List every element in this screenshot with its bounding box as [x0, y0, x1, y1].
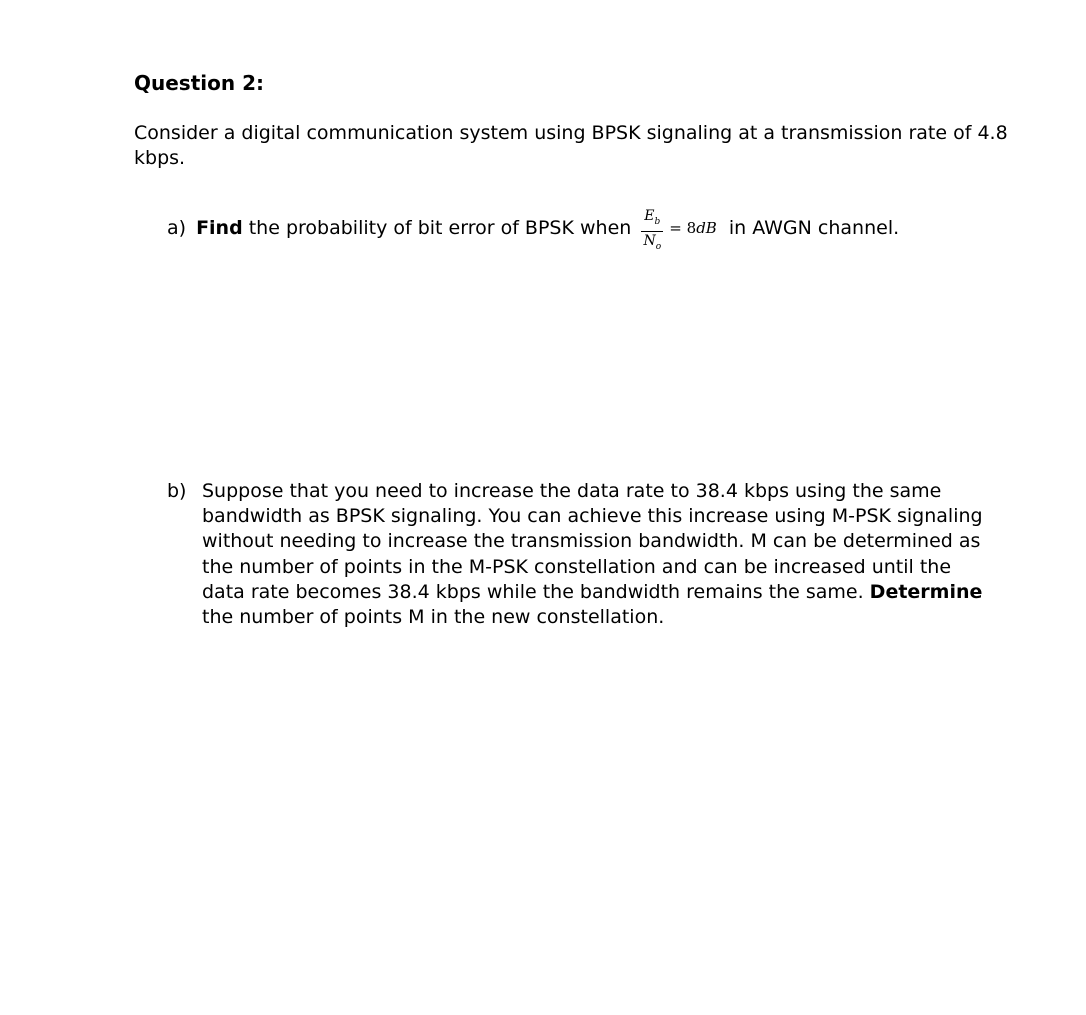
part-a-text: the probability of bit error of BPSK when: [242, 216, 632, 239]
part-a-bold-word: Find: [196, 216, 243, 239]
fraction-denominator: $N_o$: [643, 232, 662, 252]
formula-value: = 8dB: [669, 218, 717, 237]
part-b: [167, 479, 987, 630]
part-a: [167, 205, 1047, 252]
fraction-numerator: $E_b$: [641, 208, 663, 232]
eb-no-fraction: [641, 208, 663, 255]
question-heading: Question 2:: [134, 71, 264, 95]
part-b-body: Suppose that you need to increase the data rate to 38.4 kbps using the same bandwidth as BPSK signaling. You can achieve this increase using M-PSK signaling without needing to increase the transmission bandwidth. M can be determined as the number of points in the M-PSK constellation and can be increased until the data rate becomes 38.4 kbps while the bandwidth remains the same. Determine the number of points M in the new constellation.: [202, 480, 983, 629]
part-a-label: a): [167, 216, 187, 239]
question-intro: Consider a digital communication system using BPSK signaling at a transmission rate of 4.8 kbps.: [134, 122, 1008, 169]
part-a-text-end: in AWGN channel.: [728, 216, 900, 239]
part-b-label: b): [167, 480, 187, 502]
part-b-bold-word: Determine: [869, 580, 983, 603]
